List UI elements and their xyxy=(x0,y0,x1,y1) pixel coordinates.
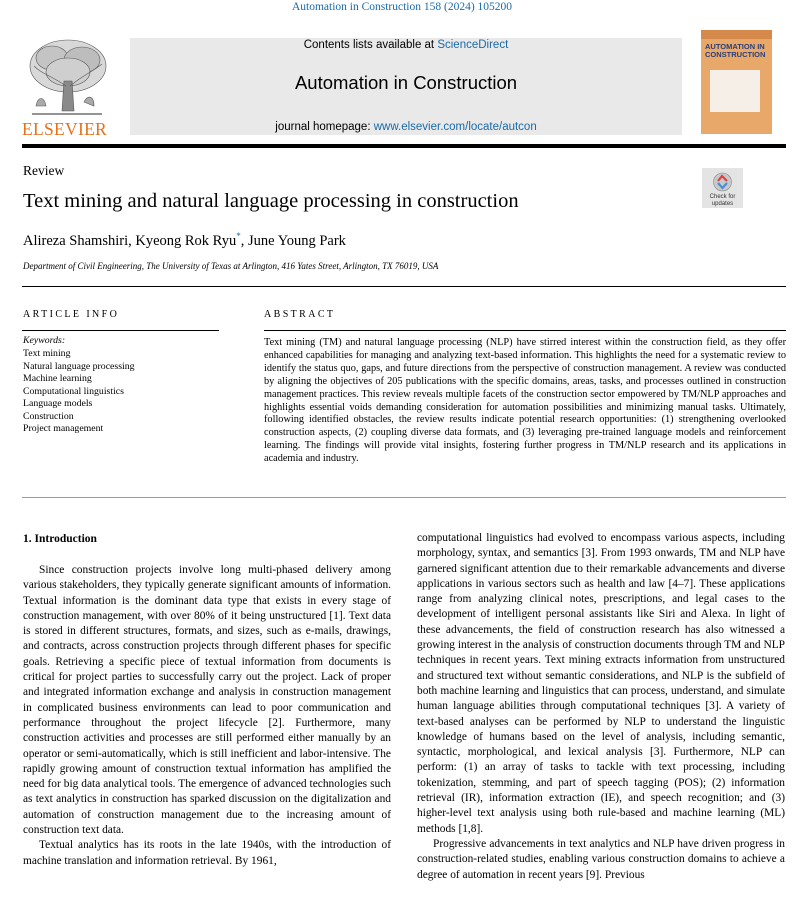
abstract-rule xyxy=(264,330,786,331)
corresponding-author-mark[interactable]: * xyxy=(236,231,241,241)
journal-homepage-line: journal homepage: www.elsevier.com/locate/autcon xyxy=(275,121,537,133)
keywords-label: Keywords: xyxy=(23,335,66,346)
paragraph: Since construction projects involve long multi-phased delivery among various stakeholders, they typically generate significant amounts of information. Textual information is the dominant data type that exists in every stage of construction management, with over 80% of it being unstructured [1]. Text data is stored in different structures, formats, and sizes, such as e-mails, drawings, and contracts, across construction projects through different phases for specific goals. Retrieving a specific piece of textual information from documents is critical for project parties to successfully carry out the project. Lack of proper and integrated information exchange and analysis in construction management in complicated business environments can lead to poor communication and performance throughout the project lifecycle [2]. Furthermore, many construction activities and processes are still performed either manually by an operator or semi-automatically, which is still inefficient and labor-intensive. The rapidly growing amount of construction textual information has amplified the need for big data analytical tools. The emergence of advanced technologies such as text analytics in construction has sparked discussion on the digitalization and automation of construction management due to the increasing amount of construction text data. xyxy=(23,564,391,837)
paragraph: Progressive advancements in text analytics and NLP have driven progress in construction-related studies, enabling various construction domains to achieve a degree of automation in recent years [9]. Previous xyxy=(417,837,785,881)
keyword-item: Computational linguistics xyxy=(23,385,124,397)
keyword-item: Project management xyxy=(23,423,104,434)
journal-homepage-link[interactable]: www.elsevier.com/locate/autcon xyxy=(373,121,537,133)
body-column-left xyxy=(23,563,391,869)
section-heading-introduction: 1. Introduction xyxy=(23,533,97,545)
journal-cover-thumbnail[interactable] xyxy=(701,30,772,134)
front-matter-rule xyxy=(22,497,786,498)
keyword-item: Natural language processing xyxy=(23,360,135,372)
sciencedirect-link[interactable]: ScienceDirect xyxy=(437,39,509,51)
elsevier-wordmark: ELSEVIER xyxy=(22,119,108,139)
cover-title: AUTOMATION IN CONSTRUCTION xyxy=(705,42,766,59)
paragraph: computational linguistics had evolved to encompass various aspects, including morphology, syntax, and semantics [3]. From 1993 onwards, TM and NLP have garnered significant attention due to their remarkable advancements and diverse applications in various sectors such as health and law [4–7]. These applications range from analyzing clinical notes, prescriptions, and legal cases to the development of intelligent personal assistants like Siri and Alexa. In light of these advancements, the field of construction research has also witnessed a growing interest in the analysis of construction documents through TM and NLP techniques in recent years. Text mining extracts information from unstructured and structured text without semantic considerations, and NLP is the subfield of both machine learning and linguistics that can process, understand, and simulate human language abilities through computational techniques [3]. A variety of text-based analyses can be performed by NLP to understand the linguistic knowledge of humans based on the level of analysis, including semantic, syntactic, morphological, and lexical analysis [3]. Furthermore, NLP can perform: (1) an array of tasks to tackle with text processing, including tokenization, stemming, and part of speech tagging (POS); (2) information retrieval (IR), information extraction (IE), and speech recognition; and (3) higher-level text analysis using both rule-based and machine learning (ML) methods [1,8]. xyxy=(417,532,785,835)
keyword-item: Construction xyxy=(23,410,74,422)
article-type: Review xyxy=(23,163,65,178)
affiliation: Department of Civil Engineering, The University of Texas at Arlington, 416 Yates Street, Arlington, TX 76019, USA xyxy=(23,261,439,271)
cover-top-bar xyxy=(701,30,772,39)
abstract-heading: ABSTRACT xyxy=(264,309,336,320)
header-rule xyxy=(22,144,786,148)
affiliation-rule xyxy=(22,286,786,287)
keyword-item: Machine learning xyxy=(23,373,92,384)
crossmark-icon xyxy=(702,168,743,208)
cover-panel xyxy=(710,70,760,112)
journal-banner xyxy=(130,38,682,135)
contents-available-line: Contents lists available at ScienceDirect xyxy=(303,39,509,51)
crossmark-label-1: Check for xyxy=(709,194,736,200)
keyword-item: Text mining xyxy=(23,348,71,359)
article-info-heading: ARTICLE INFO xyxy=(23,309,120,320)
journal-citation[interactable]: Automation in Construction 158 (2024) 105200 xyxy=(291,1,513,13)
paragraph: Textual analytics has its roots in the late 1940s, with the introduction of machine translation and information retrieval. By 1961, xyxy=(23,839,391,867)
keyword-item: Language models xyxy=(23,398,93,409)
check-for-updates-button[interactable] xyxy=(702,168,743,208)
article-info-rule xyxy=(22,330,219,331)
journal-title: Automation in Construction xyxy=(294,72,518,93)
article-title: Text mining and natural language processing in construction xyxy=(23,190,519,212)
abstract-text: Text mining (TM) and natural language processing (NLP) have stirred interest within the construction field, as they offer enhanced capabilities for managing and analyzing text-based information. This highlights the need for a systematic review to identify the status quo, gaps, and future directions from the perspective of construction management. A review was conducted by aligning the objectives of 205 publications with the specific domains, areas, tasks, and processes outlined in construction management practices. This review reveals multiple facets of the construction sector empowered by TM/NLP approaches and highlights essential voids demanding consideration for automation possibilities and minimizing manual tasks. Ultimately, following identified obstacles, the review results indicate potential research opportunities: (1) strengthening overlooked construction aspects, (2) coupling diverse data formats, and (3) leveraging pre-trained language models and reinforcement learning. The findings will provide vital insights, fostering further progress in TM/NLP research and its applications in academia and industry. xyxy=(264,337,786,465)
crossmark-label-2: updates xyxy=(711,201,734,207)
body-column-right xyxy=(417,531,785,883)
author-list: Alireza Shamshiri, Kyeong Rok Ryu*, June Young Park xyxy=(23,231,346,249)
keyword-list xyxy=(23,348,135,436)
